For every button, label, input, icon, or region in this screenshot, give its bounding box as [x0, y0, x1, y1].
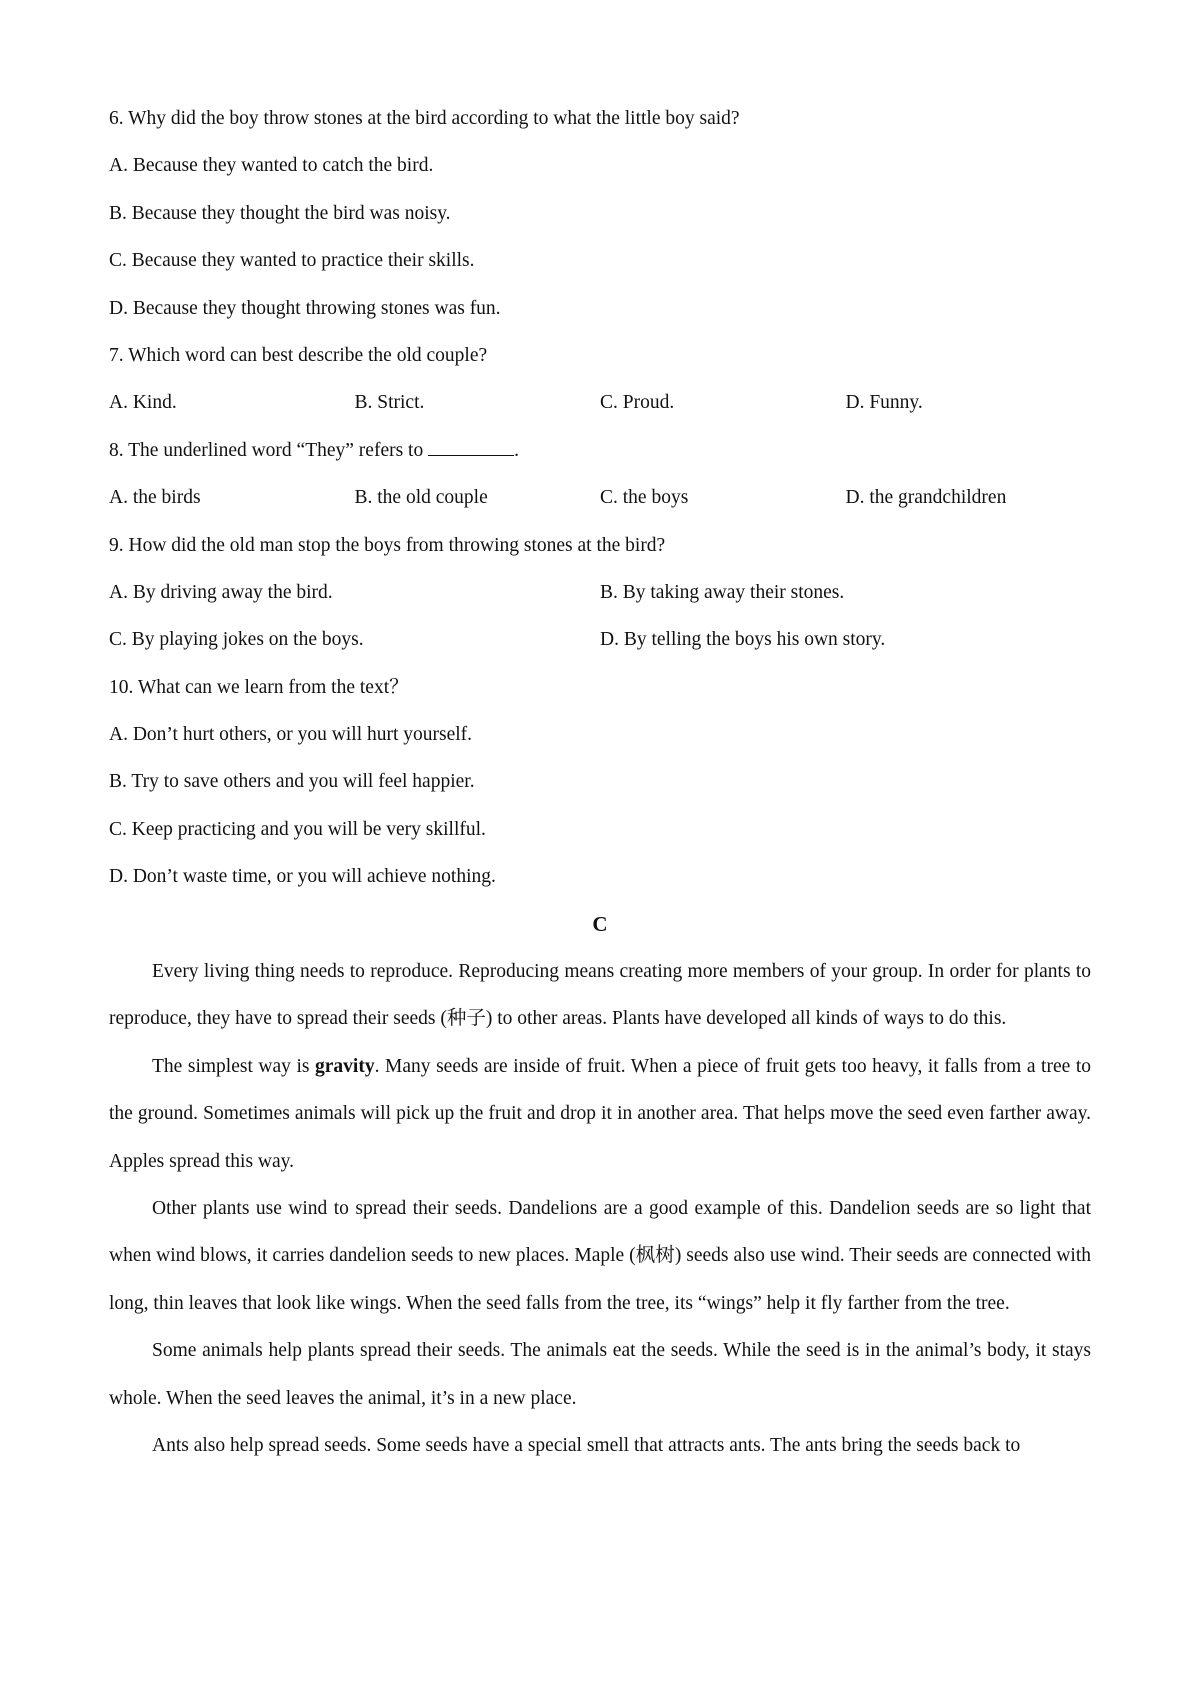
question-6-option-b: B. Because they thought the bird was noisy. — [109, 202, 451, 224]
passage-paragraph-3: Other plants use wind to spread their seeds. Dandelions are a good example of this. Dandelion seeds are so light that when wind blows, it carries dandelion seeds to new places. Maple (枫树) seeds also use wind. Their seeds are connected with long, thin leaves that look like wings. When the seed falls from the tree, its “wings” help it fly farther from the tree. — [109, 1198, 1091, 1314]
question-10-option-a: A. Don’t hurt others, or you will hurt yourself. — [109, 724, 473, 746]
question-8-stem-text: 8. The underlined word “They” refers to — [109, 439, 429, 461]
passage-paragraph-5: Ants also help spread seeds. Some seeds have a special smell that attracts ants. The ants bring the seeds back to — [152, 1435, 1021, 1457]
question-6-option-c: C. Because they wanted to practice their skills. — [109, 250, 475, 272]
paragraph-2-body: . Many seeds are inside of fruit. When a piece of fruit gets too heavy, it falls from a tree to the ground. Sometimes animals will pick up the fruit and drop it in another area. That helps move the seed even farther away. Apples spread this way. — [109, 1055, 1091, 1172]
question-9-stem: 9. How did the old man stop the boys from throwing stones at the bird? — [109, 534, 666, 556]
question-6-option-d: D. Because they thought throwing stones was fun. — [109, 297, 501, 319]
question-8-stem-end: . — [514, 439, 519, 461]
question-7-options — [109, 379, 1091, 426]
paragraph-2-intro: The simplest way is — [152, 1055, 316, 1077]
question-8-option-a: A. the birds — [109, 487, 201, 509]
question-6-option-a: A. Because they wanted to catch the bird. — [109, 155, 434, 177]
question-10-option-d: D. Don’t waste time, or you will achieve nothing. — [109, 866, 496, 888]
question-10-option-c: C. Keep practicing and you will be very skillful. — [109, 818, 486, 840]
question-9-options-row-1 — [109, 569, 1091, 616]
answer-blank — [428, 437, 514, 456]
question-7-option-b: B. Strict. — [354, 392, 425, 414]
passage-paragraph-4: Some animals help plants spread their seeds. The animals eat the seeds. While the seed is in the animal’s body, it stays whole. When the seed leaves the animal, it’s in a new place. — [109, 1340, 1091, 1409]
question-8-option-c: C. the boys — [600, 487, 689, 509]
question-6-stem: 6. Why did the boy throw stones at the bird according to what the little boy said? — [109, 108, 740, 129]
question-9-option-b: B. By taking away their stones. — [600, 581, 845, 603]
question-9-option-a: A. By driving away the bird. — [109, 581, 333, 603]
passage-paragraph-2 — [109, 1043, 1091, 1185]
question-7-option-c: C. Proud. — [600, 392, 675, 414]
question-8-options — [109, 474, 1091, 521]
question-7-stem: 7. Which word can best describe the old couple? — [109, 344, 488, 366]
bold-keyword: gravity — [315, 1055, 375, 1077]
question-10-stem: 10. What can we learn from the text？ — [109, 676, 409, 698]
question-8-stem — [109, 427, 1091, 474]
question-8-option-b: B. the old couple — [354, 487, 488, 509]
question-9-option-d: D. By telling the boys his own story. — [600, 629, 886, 651]
question-7-option-a: A. Kind. — [109, 392, 177, 414]
question-8-option-d: D. the grandchildren — [845, 487, 1007, 509]
question-9-options-row-2 — [109, 616, 1091, 663]
question-9-option-c: C. By playing jokes on the boys. — [109, 629, 364, 651]
question-10-option-b: B. Try to save others and you will feel happier. — [109, 771, 475, 793]
question-7-option-d: D. Funny. — [845, 392, 923, 414]
passage-paragraph-1: Every living thing needs to reproduce. Reproducing means creating more members of your group. In order for plants to reproduce, they have to spread their seeds (种子) to other areas. Plants have developed all kinds of ways to do this. — [109, 961, 1091, 1030]
section-heading: C — [592, 911, 608, 936]
